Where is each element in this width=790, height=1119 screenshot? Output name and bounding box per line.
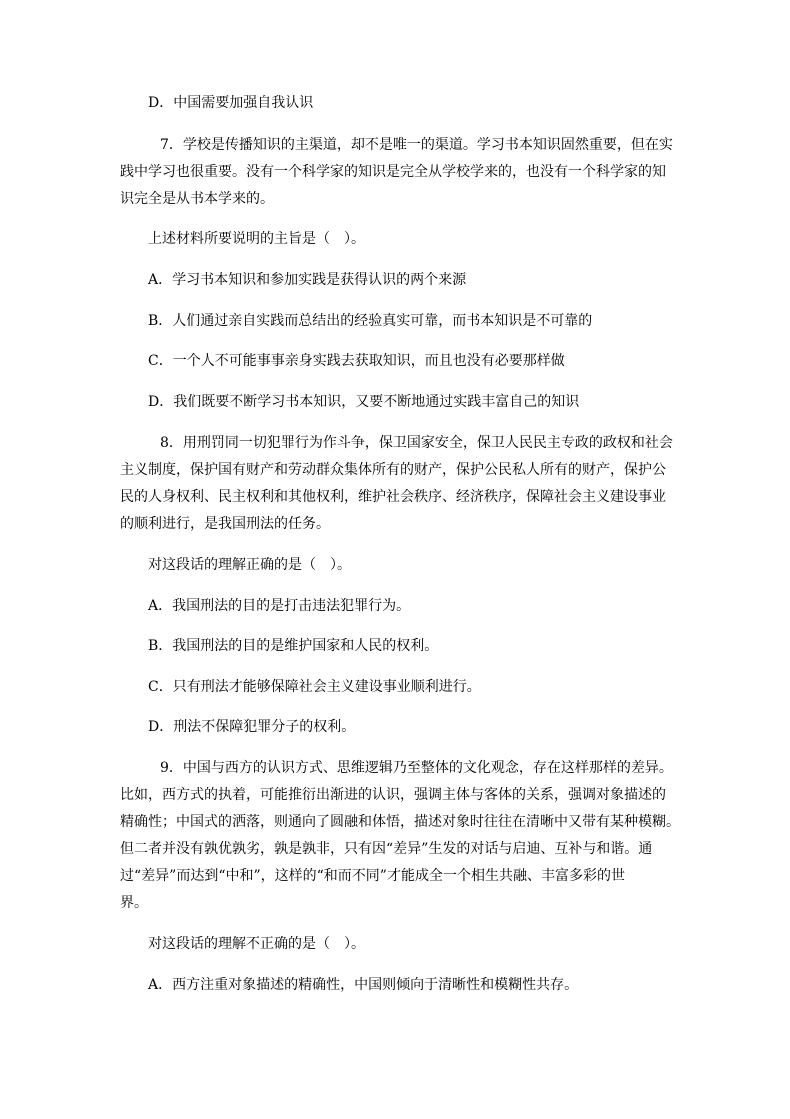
q8-option-d: D．刑法不保障犯罪分子的权利。: [148, 719, 356, 735]
q8-option-b: B．我国刑法的目的是维护国家和人民的权利。: [148, 638, 439, 654]
q7-option-a: A．学习书本知识和参加实践是获得认识的两个来源: [148, 272, 467, 288]
q9-passage-line-4: 但二者并没有孰优孰劣，孰是孰非，只有因“差异”生发的对话与启迪、互补与和谐。通: [120, 841, 653, 857]
q9-stem: 对这段话的理解不正确的是（ ）。: [148, 936, 365, 952]
q9-passage-line-2: 比如，西方式的执着，可能推衍出渐进的认识，强调主体与客体的关系，强调对象描述的: [120, 787, 666, 803]
q6-option-d: D．中国需要加强自我认识: [148, 95, 314, 111]
q9-passage-line-1: 9．中国与西方的认识方式、思维逻辑乃至整体的文化观念，存在这样那样的差异。: [160, 760, 673, 776]
q7-option-d: D．我们既要不断学习书本知识，又要不断地通过实践丰富自己的知识: [148, 394, 580, 410]
q8-option-a: A．我国刑法的目的是打击违法犯罪行为。: [148, 598, 411, 614]
q9-passage-line-5: 过“差异”而达到“中和”，这样的“和而不同”才能成全一个相生共融、丰富多彩的世: [120, 868, 625, 884]
q8-option-c: C．只有刑法才能够保障社会主义建设事业顺利进行。: [148, 679, 481, 695]
q9-passage-line-3: 精确性；中国式的洒落，则通向了圆融和体悟，描述对象时往往在清晰中又带有某种模糊。: [120, 814, 680, 830]
q8-passage-line-3: 民的人身权利、民主权利和其他权利，维护社会秩序、经济秩序，保障社会主义建设事业: [120, 489, 666, 505]
q9-option-a: A．西方注重对象描述的精确性，中国则倾向于清晰性和模糊性共存。: [148, 977, 579, 993]
q7-stem: 上述材料所要说明的主旨是（ ）。: [148, 231, 365, 247]
q8-passage-line-4: 的顺利进行，是我国刑法的任务。: [120, 516, 330, 532]
q7-passage-line-1: 7．学校是传播知识的主渠道，却不是唯一的渠道。学习书本知识固然重要，但在实: [160, 137, 673, 153]
q8-passage-line-1: 8．用刑罚同一切犯罪行为作斗争，保卫国家安全，保卫人民民主专政的政权和社会: [160, 435, 673, 451]
q7-passage-line-2: 践中学习也很重要。没有一个科学家的知识是完全从学校学来的，也没有一个科学家的知: [120, 164, 666, 180]
q8-passage-line-2: 主义制度，保护国有财产和劳动群众集体所有的财产，保护公民私人所有的财产，保护公: [120, 462, 666, 478]
q7-passage-line-3: 识完全是从书本学来的。: [120, 191, 274, 207]
q8-stem: 对这段话的理解正确的是（ ）。: [148, 557, 351, 573]
q9-passage-line-6: 界。: [120, 895, 148, 911]
q7-option-b: B．人们通过亲自实践而总结出的经验真实可靠，而书本知识是不可靠的: [148, 313, 593, 329]
q7-option-c: C．一个人不可能事事亲身实践去获取知识，而且也没有必要那样做: [148, 353, 565, 369]
